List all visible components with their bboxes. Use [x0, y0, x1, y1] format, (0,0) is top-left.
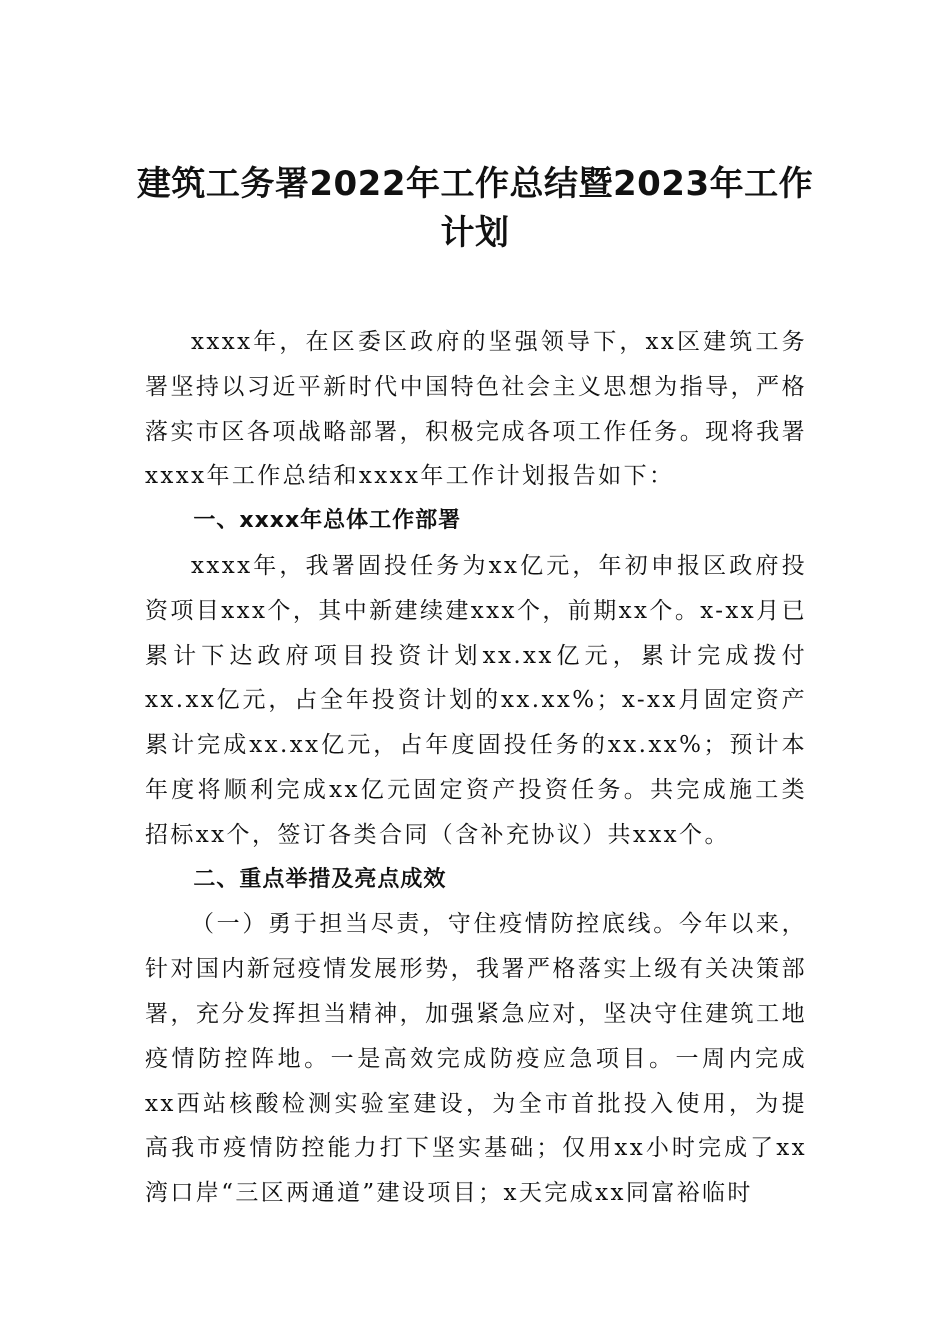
intro-paragraph: xxxx年，在区委区政府的坚强领导下，xx区建筑工务署坚持以习近平新时代中国特色社会主义思想为指导，严格落实市区各项战略部署，积极完成各项工作任务。现将我署xxxx年工作总结和xxxx年工作计划报告如下： — [145, 329, 807, 490]
section-1-heading: 一、xxxx年总体工作部署 — [193, 508, 462, 534]
section-1-paragraph: xxxx年，我署固投任务为xx亿元，年初申报区政府投资项目xxx个，其中新建续建xxx个，前期xx个。x-xx月已累计下达政府项目投资计划xx.xx亿元，累计完成拨付xx.xx亿元，占全年投资计划的xx.xx%；x-xx月固定资产累计完成xx.xx亿元，占年度固投任务的xx.xx%；预计本年度将顺利完成xx亿元固定资产投资任务。共完成施工类招标xx个，签订各类合同（含补充协议）共xxx个。 — [145, 552, 807, 848]
document-body — [145, 320, 807, 1216]
section-2-paragraph: （一）勇于担当尽责，守住疫情防控底线。今年以来，针对国内新冠疫情发展形势，我署严格落实上级有关决策部署，充分发挥担当精神，加强紧急应对，坚决守住建筑工地疫情防控阵地。一是高效完成防疫应急项目。一周内完成xx西站核酸检测实验室建设，为全市首批投入使用，为提高我市疫情防控能力打下坚实基础；仅用xx小时完成了xx湾口岸“三区两通道”建设项目；x天完成xx同富裕临时 — [145, 911, 807, 1207]
section-2-heading: 二、重点举措及亮点成效 — [193, 866, 447, 892]
document-title: 建筑工务署2022年工作总结暨2023年工作计划 — [136, 164, 814, 253]
